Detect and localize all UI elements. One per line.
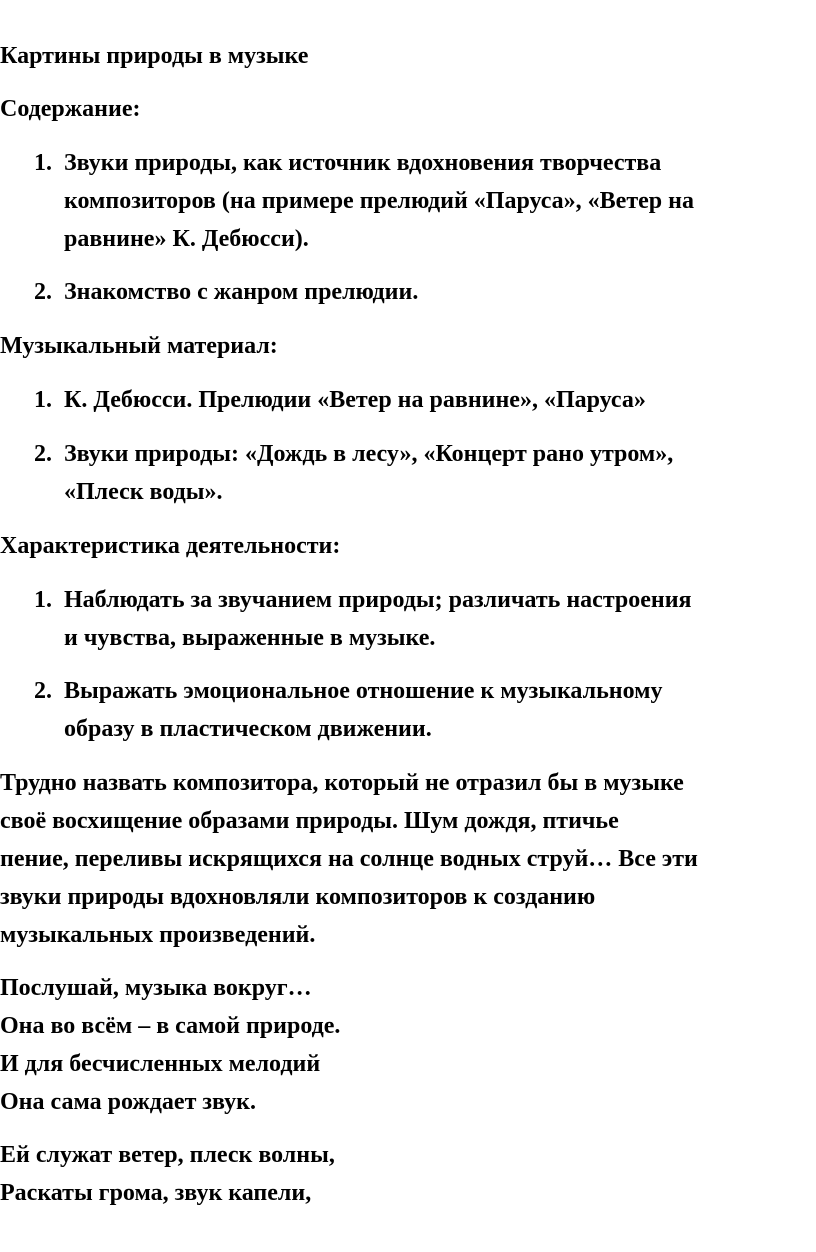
list-item-line: Знакомство с жанром прелюдии. xyxy=(64,279,419,305)
list-number: 1. xyxy=(34,587,52,613)
list-item-line: Звуки природы: «Дождь в лесу», «Концерт рано утром», xyxy=(64,441,674,467)
list-number: 2. xyxy=(34,441,52,467)
list-number: 2. xyxy=(34,279,52,305)
document-title: Картины природы в музыке xyxy=(0,43,309,69)
section-heading-contents: Содержание: xyxy=(0,96,141,122)
list-number: 1. xyxy=(34,387,52,413)
paragraph-line: звуки природы вдохновляли композиторов к созданию xyxy=(0,884,596,910)
list-item-line: образу в пластическом движении. xyxy=(64,716,432,742)
list-item-line: Наблюдать за звучанием природы; различать настроения xyxy=(64,587,692,613)
list-item-line: композиторов (на примере прелюдий «Паруса», «Ветер на xyxy=(64,188,694,214)
paragraph-line: своё восхищение образами природы. Шум дождя, птичье xyxy=(0,808,619,834)
list-number: 1. xyxy=(34,150,52,176)
section-heading-activity: Характеристика деятельности: xyxy=(0,533,341,559)
poem-line: Она сама рождает звук. xyxy=(0,1089,256,1115)
paragraph-line: Трудно назвать композитора, который не отразил бы в музыке xyxy=(0,770,684,796)
list-item-line: и чувства, выраженные в музыке. xyxy=(64,625,436,651)
poem-line: Ей служат ветер, плеск волны, xyxy=(0,1142,335,1168)
list-item-line: «Плеск воды». xyxy=(64,479,223,505)
list-number: 2. xyxy=(34,678,52,704)
list-item-line: К. Дебюсси. Прелюдии «Ветер на равнине», «Паруса» xyxy=(64,387,646,413)
poem-line: Послушай, музыка вокруг… xyxy=(0,975,312,1001)
list-item-line: Звуки природы, как источник вдохновения творчества xyxy=(64,150,662,176)
list-item-line: равнине» К. Дебюсси). xyxy=(64,226,309,252)
poem-line: И для бесчисленных мелодий xyxy=(0,1051,321,1077)
poem-line: Раскаты грома, звук капели, xyxy=(0,1180,312,1206)
paragraph-line: музыкальных произведений. xyxy=(0,922,316,948)
section-heading-material: Музыкальный материал: xyxy=(0,333,278,359)
poem-line: Она во всём – в самой природе. xyxy=(0,1013,341,1039)
paragraph-line: пение, переливы искрящихся на солнце водных струй… Все эти xyxy=(0,846,698,872)
list-item-line: Выражать эмоциональное отношение к музыкальному xyxy=(64,678,663,704)
